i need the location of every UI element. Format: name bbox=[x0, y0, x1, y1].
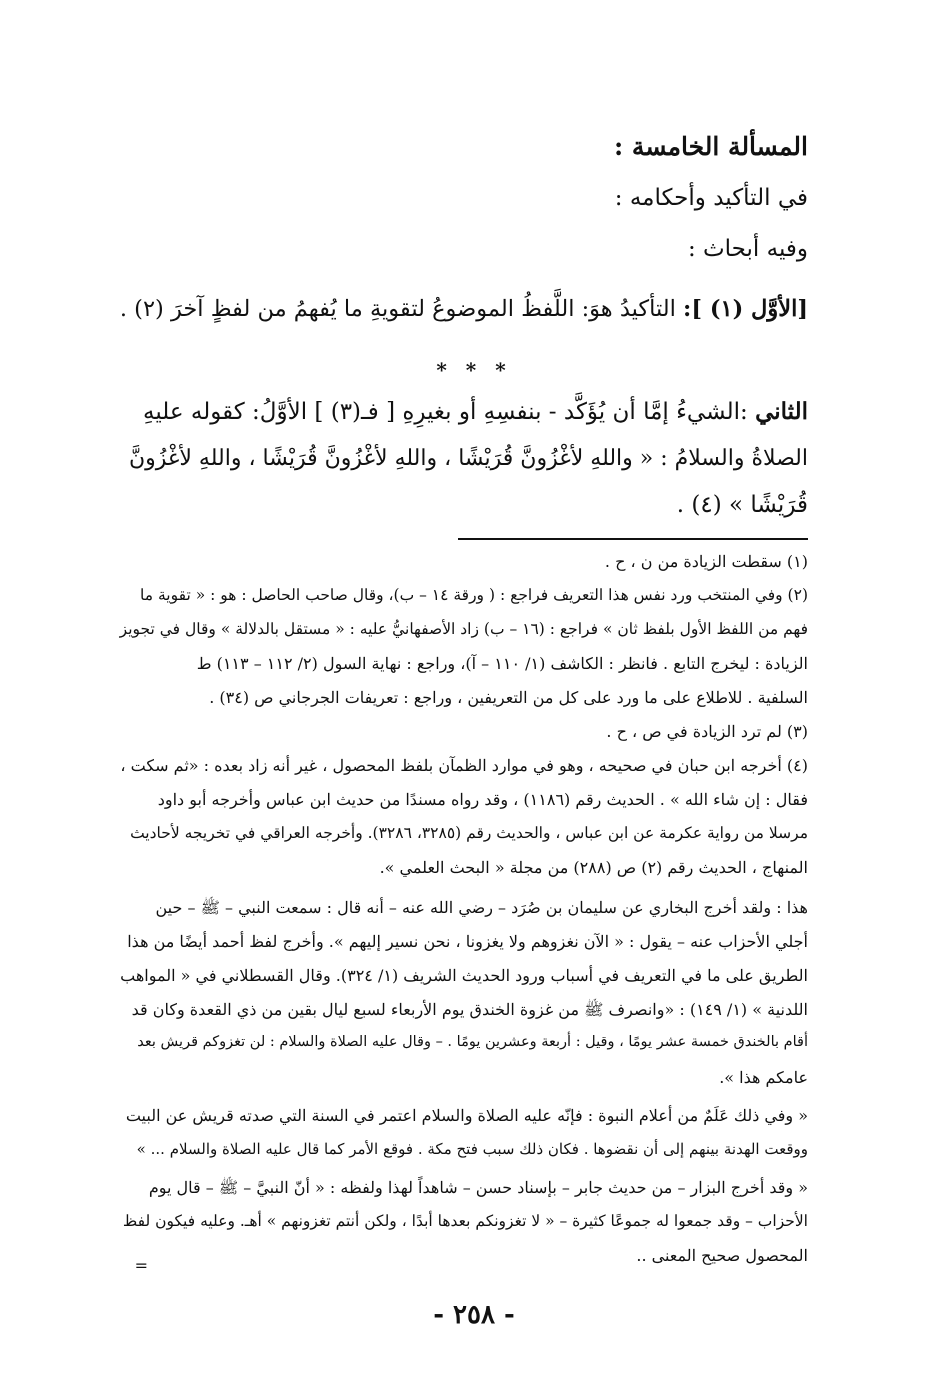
footnote-line: عامكم هذا ». bbox=[719, 1068, 808, 1087]
second-point-line bbox=[143, 398, 808, 425]
second-point-line: الصلاةُ والسلامُ : « واللهِ لأغْزُونَّ قُرَيْشًا ، واللهِ لأغْزُونَّ قُرَيْشًا ، واللهِ لأغْزُونَّ bbox=[128, 446, 808, 471]
section-title: المسألة الخامسة : bbox=[613, 132, 808, 161]
second-point-label: الثاني bbox=[755, 398, 808, 425]
footnote-line: فهم من اللفظ الأول بلفظ ثان » فراجع : (١٦ – ب) زاد الأصفهانيُّ عليه : « مستقل بالدلالة » وقال في تجويز bbox=[119, 620, 808, 638]
footnote-line: « وقد أخرج البزار – من حديث جابر – بإسناد حسن – شاهداً لهذا ولفظه : « أنّ النبيَّ – ﷺ – قال يوم bbox=[148, 1178, 808, 1197]
footnote-line: أقام بالخندق خمسة عشر يومًا ، وقيل : أربعة وعشرين يومًا . – وقال عليه الصلاة والسلام : لن تغزوكم قريش بعد bbox=[137, 1034, 808, 1050]
footnote-line: فقال : إن شاء الله » . الحديث رقم (١١٨٦) ، وقد رواه مسندًا من حديث ابن عباس وأخرجه أبو داود bbox=[157, 790, 808, 809]
second-point-line: قُرَيْشًا » (٤) . bbox=[676, 492, 808, 518]
footnote-line: أجلي الأحزاب عنه – يقول : « الآن نغزوهم ولا يغزونا ، نحن نسير إليهم ». وأخرج لفظ أحمد أيضًا من هذا bbox=[127, 932, 808, 951]
footnote-line: الأحزاب – وقد جمعوا له جموعًا كثيرة – « لا تغزونكم بعدها أبدًا ، ولكن أنتم تغزونهم » أهـ. وعليه فيكون لفظ bbox=[122, 1212, 808, 1230]
second-point-text: :الشيءُ إمَّا أن يُؤَكَّد - بنفسِهِ أو بغيرِهِ [ فـ(٣) ] الأوَّلُ: كقوله عليهِ bbox=[143, 399, 748, 425]
footnote-line: (١) سقطت الزيادة من ن ، ح . bbox=[604, 552, 808, 571]
footnote-line: (٢) وفي المنتخب ورد نفس هذا التعريف فراجع : ( ورقة ١٤ – ب)، وقال صاحب الحاصل : هو : « تقوية ما bbox=[140, 586, 808, 604]
footnote-line: مرسلا من رواية عكرمة عن ابن عباس ، والحديث رقم (٣٢٨٥، ٣٢٨٦). وأخرجه العراقي في تخريجه لأحاديث bbox=[130, 824, 808, 842]
footnote-line: اللدنية » (١/ ١٤٩) : «وانصرف ﷺ من غزوة الخندق يوم الأربعاء لسبع ليال بقين من ذي القعدة وكان قد bbox=[131, 1000, 808, 1019]
footnote-line: (٣) لم ترد الزيادة في ص ، ح . bbox=[606, 722, 808, 741]
first-point bbox=[120, 296, 808, 322]
first-point-label: [الأوَّل (١) ]: bbox=[683, 296, 808, 322]
first-point-text: التأكيدُ هوَ: اللَّفظُ الموضوعُ لتقويةِ ما يُفهمُ من لفظٍ آخرَ (٢) . bbox=[119, 296, 676, 322]
continuation-mark: = bbox=[134, 1256, 148, 1275]
page-number: - ٢٥٨ - bbox=[433, 1300, 515, 1330]
footnote-line: هذا : ولقد أخرج البخاري عن سليمان بن صُرَد – رضي الله عنه – أنه قال : سمعت النبي – ﷺ – حين bbox=[155, 898, 808, 917]
footnote-line: الطريق على ما في التعريف في أسباب ورود الحديث الشريف (١/ ٣٢٤). وقال القسطلاني في « المواهب bbox=[120, 966, 808, 985]
footnote-line: (٤) أخرجه ابن حبان في صحيحه ، وهو في موارد الظمآن بلفظ المحصول ، غير أنه زاد بعده : «ثم سكت ، bbox=[120, 756, 808, 775]
section-separator: * * * bbox=[436, 358, 512, 382]
section-subtitle: في التأكيد وأحكامه : bbox=[614, 185, 808, 211]
footnote-line: الزيادة : ليخرج التابع . فانظر : الكاشف (١/ ١١٠ – آ)، وراجع : نهاية السول (٢/ ١١٢ – ١١٣) ط bbox=[196, 654, 808, 673]
footnote-line: المنهاج ، الحديث رقم (٢) ص (٢٨٨) من مجلة « البحث العلمي ». bbox=[379, 858, 808, 877]
footnote-line: ووقعت الهدنة بينهم إلى أن نقضوها . فكان ذلك سبب فتح مكة . فوقع الأمر كما قال عليه الصلاة والسلام ... » bbox=[136, 1140, 808, 1158]
footnote-line: « وفي ذلك عَلَمٌ من أعلام النبوة : فإنّه عليه الصلاة والسلام اعتمر في السنة التي صدته قريش عن البيت bbox=[125, 1106, 808, 1125]
section-intro: وفيه أبحاث : bbox=[687, 236, 808, 262]
footnote-line: المحصول صحيح المعنى .. bbox=[636, 1246, 808, 1265]
footnote-line: السلفية . للاطلاع على ما ورد على كل من التعريفين ، وراجع : تعريفات الجرجاني ص (٣٤) . bbox=[209, 688, 808, 707]
footnote-divider bbox=[458, 538, 808, 540]
